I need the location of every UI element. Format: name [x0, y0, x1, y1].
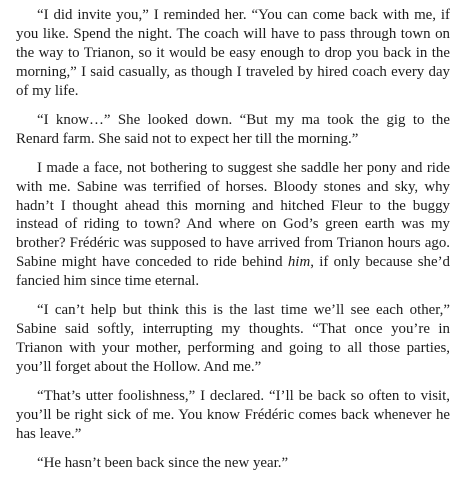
paragraph-text: “I know…” She looked down. “But my ma took the gig to the Renard farm. She said not to expect her till the morning.” [16, 111, 450, 147]
paragraph [16, 387, 450, 444]
paragraph [16, 301, 450, 377]
paragraph [16, 6, 450, 101]
book-page [16, 6, 450, 473]
paragraph-text: “He hasn’t been back since the new year.” [37, 454, 289, 471]
paragraph [16, 111, 450, 149]
italic-emphasis: him [287, 254, 311, 271]
paragraph-text: I made a face, not bothering to suggest she saddle her pony and ride with me. Sabine was terrified of horses. Bloody stones and sky, why hadn’t I thought ahead this morning and hitched Fleur to the buggy instead of riding to town? And where on God’s green earth was my brother? Frédéric was supposed to have arrived from Trianon hours ago. Sabine might have conceded to ride behind [16, 159, 450, 271]
paragraph [16, 454, 450, 473]
paragraph-text: “I can’t help but think this is the last time we’ll see each other,” Sabine said softly, interrupting my thoughts. “That once you’re in Trianon with your mother, performing and going to all those parties, you’ll forget about the Hollow. And me.” [16, 302, 450, 375]
paragraph-text: “That’s utter foolishness,” I declared. “I’ll be back so often to visit, you’ll be right sick of me. You know Frédéric comes back whenever he has leave.” [16, 388, 450, 442]
paragraph-text: “I did invite you,” I reminded her. “You can come back with me, if you like. Spend the night. The coach will have to pass through town on the way to Trianon, so it would be easy enough to drop you back in the morning,” I said casually, as though I traveled by hired coach every day of my life. [16, 7, 450, 99]
paragraph-text: , if only because she’d fancied him since time eternal. [16, 254, 451, 290]
paragraph [16, 159, 450, 291]
